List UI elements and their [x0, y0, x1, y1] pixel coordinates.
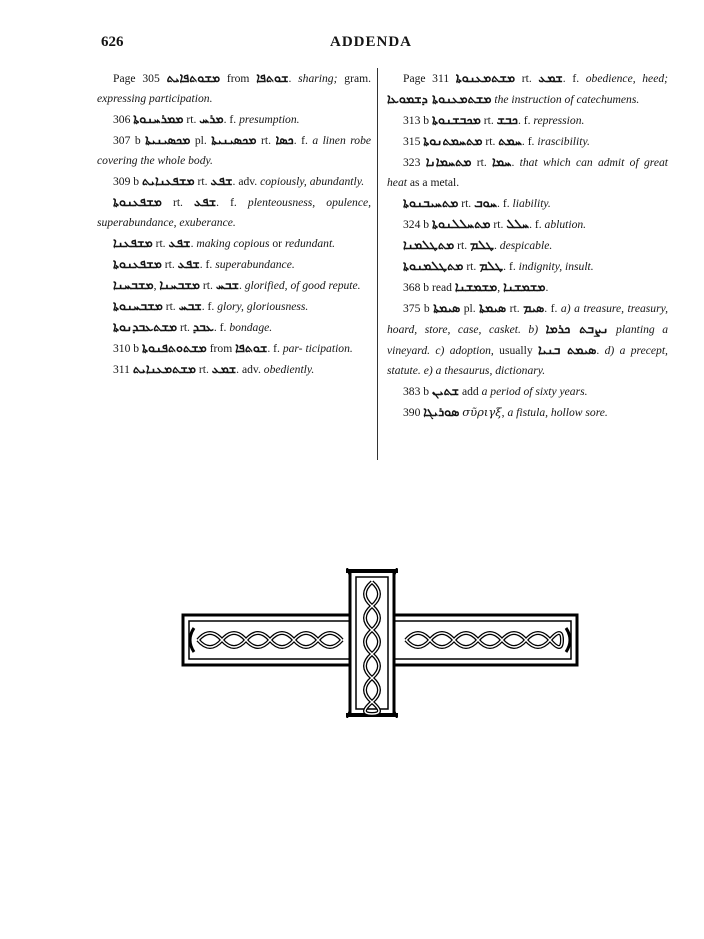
- syriac-variant: ܡܫܒܚܢܐ: [159, 277, 201, 292]
- definition: copiously,: [260, 175, 307, 188]
- entry-text: f.: [550, 302, 558, 315]
- celtic-knot-cross-icon: [180, 568, 580, 718]
- definition: repute.: [328, 279, 361, 292]
- entry-text: as a metal.: [409, 176, 460, 189]
- entry-text: rt.: [493, 218, 504, 231]
- syriac-headword: ܡܫܬܘܬܦܢܘܬܐ: [142, 340, 207, 355]
- syriac-root: ܫܡܥ: [211, 361, 237, 376]
- definition: that which can admit: [519, 156, 625, 169]
- entry: 311 ܡܫܬܡܥܢܐܝܬ rt. ܫܡܥ. adv. obediently.: [113, 361, 315, 376]
- definition: adoption,: [449, 344, 494, 357]
- definition: treasure, treasury, hoard, store, case, casket.: [387, 302, 668, 336]
- entry: ܡܫܦܥܢܘܬܐ rt. ܫܦܥ. f. superabundance.: [113, 256, 295, 271]
- entry: 309 b ܡܫܦܥܢܐܝܬ rt. ܫܦܥ. adv. copiously, abundantly.: [113, 173, 365, 188]
- syriac-phrase: ܣܝܡܬ ܒܢܝܐ: [537, 342, 597, 357]
- syriac-root: ܫܘܬܦܐ: [256, 70, 289, 85]
- entry-text: rt.: [260, 134, 271, 147]
- entry-text: rt.: [483, 114, 494, 127]
- syriac-headword: ܡܬܚܠܠܢܘܬܐ: [432, 216, 491, 231]
- entry-ref: 368 b: [403, 281, 430, 294]
- entry-text: rt.: [476, 156, 487, 169]
- syriac-headword: ܣܝܡܬܐ: [433, 300, 461, 315]
- definition: despicable.: [499, 239, 553, 252]
- left-column: [97, 68, 371, 380]
- definition: abundantly.: [309, 175, 365, 188]
- entry-text: f.: [219, 321, 227, 334]
- entry: 310 b ܡܫܬܘܬܦܢܘܬܐ from ܫܘܬܦܐ. f. par- ticipation.: [113, 340, 353, 355]
- syriac-word: ܡܫܡܫܢܐ: [454, 279, 498, 294]
- entry-text: f.: [534, 218, 542, 231]
- definition: d): [604, 344, 615, 357]
- syriac-root: ܟܒܫ: [496, 112, 518, 127]
- entry-ref: 313 b: [403, 114, 430, 127]
- definition: ablution.: [544, 218, 587, 231]
- entry-text: f.: [502, 197, 510, 210]
- syriac-headword: ܡܬܛܠܡܢܐ: [403, 237, 455, 252]
- entry-ref: Page 305: [113, 72, 160, 85]
- definition: obedience, heed;: [585, 72, 669, 85]
- entry-text: rt.: [521, 72, 532, 85]
- entry: 313 b ܡܟܒܫܢܘܬܐ rt. ܟܒܫ. f. repression.: [403, 112, 585, 127]
- column-rule: [377, 68, 378, 460]
- entry-ref: 323: [403, 156, 421, 169]
- entry-text: f.: [273, 342, 280, 355]
- syriac-headword: ܡܫܒܚܢܐ: [113, 277, 154, 292]
- syriac-root: ܫܦܥ: [168, 235, 191, 250]
- syriac-root: ܚܡܐ: [492, 154, 512, 169]
- syriac-root: ܥܒܕ: [192, 319, 214, 334]
- entry-text: rt.: [461, 197, 472, 210]
- right-column: [387, 68, 668, 423]
- syriac-headword: ܡܬܚܝܒܢܘܬܐ: [403, 195, 459, 210]
- entry: [387, 381, 668, 402]
- definition: a period of sixty years.: [481, 385, 588, 398]
- syriac-root: ܫܒܚ: [215, 277, 239, 292]
- entry-text: rt.: [202, 279, 213, 292]
- entry-ref: 315: [403, 135, 421, 148]
- entry-text: f.: [301, 134, 308, 147]
- definition: glorified, of good: [244, 279, 326, 292]
- syriac-headword: ܡܬܚܡܐܢܐ: [425, 154, 472, 169]
- entry-text: gram.: [344, 72, 372, 85]
- running-head: ADDENDA: [330, 34, 412, 50]
- syriac-headword: ܡܡܪܚܢܘܬܐ: [133, 111, 184, 126]
- definition: of great heat: [387, 156, 669, 189]
- greek-word: σῦριγξ: [462, 405, 502, 419]
- entry-text: ,: [497, 281, 501, 294]
- syriac-headword: ܡܫܘܬܦܐܝܬ: [166, 70, 221, 85]
- entry: 306 ܡܡܪܚܢܘܬܐ rt. ܡܪܚ. f. presumption.: [113, 111, 300, 126]
- definition: irascibility.: [537, 135, 590, 148]
- syriac-headword: ܡܫܬܡܥܢܐܝܬ: [132, 361, 196, 376]
- page-number: 626: [101, 34, 124, 50]
- definition: e): [423, 364, 433, 377]
- entry-ref: 310 b: [113, 342, 140, 355]
- definition: bondage.: [229, 321, 273, 334]
- entry-text: rt.: [179, 321, 190, 334]
- entry: ܡܫܦܥܢܐ rt. ܫܦܥ. making copious or redundant.: [113, 235, 336, 250]
- syriac-root: ܫܘܬܦܐ: [235, 340, 268, 355]
- syriac-root: ܫܦܥ: [210, 173, 233, 188]
- entry-text: ,: [501, 406, 505, 419]
- entry: 375 b ܣܝܡܬܐ pl. ܣܝܡܬܐ rt. ܣܝܡ. f. a) a treasure, treasury, hoard, store, case, casket. b) ܢܨܒܬ ܟܪܡܐ planting a vineyard. c) adoption, usually ܣܝܡܬ ܒܢܝܐ. d) a precept, statute. e) a thesaurus, dictionary.: [387, 300, 669, 377]
- entry-text: rt.: [485, 135, 496, 148]
- definition: redundant.: [284, 237, 336, 250]
- syriac-root: ܚܠܠ: [506, 216, 530, 231]
- definition: superabundance, exuberance.: [97, 216, 236, 229]
- entry: ܡܬܛܠܡܢܘܬܐ rt. ܛܠܡ. f. indignity, insult.: [403, 258, 594, 273]
- entry-text: from: [226, 72, 250, 85]
- syriac-phrase: ܡܫܬܡܥܢܘܬܐ ܕܫܡܘܥܐ: [387, 91, 492, 106]
- syriac-headword: ܡܬܛܠܡܢܘܬܐ: [403, 258, 464, 273]
- syriac-headword: ܡܫܦܥܢܐ: [113, 235, 153, 250]
- definition: catechumens.: [576, 93, 640, 106]
- entry-text: from: [209, 342, 233, 355]
- entry-text: f.: [205, 258, 213, 271]
- entry-text: or: [272, 237, 283, 250]
- entry-ref: 307 b: [113, 134, 141, 147]
- syriac-root: ܡܪܚ: [199, 111, 224, 126]
- entry-ref: 383 b: [403, 385, 430, 398]
- syriac-headword: ܡܫܦܥܢܐܝܬ: [142, 173, 195, 188]
- syriac-root: ܫܡܥ: [538, 70, 563, 85]
- definition: ticipation.: [305, 342, 353, 355]
- syriac-headword: ܣܘܪܝܓܐ: [423, 404, 460, 419]
- syriac-headword: ܡܫܦܥܢܘܬܐ: [113, 194, 162, 209]
- entry: Page 305 ܡܫܘܬܦܐܝܬ from ܫܘܬܦܐ. sharing; gram. expressing participation.: [97, 70, 372, 105]
- syriac-headword: ܡܫܒܚܢܘܬܐ: [113, 298, 163, 313]
- entry-text: rt.: [457, 239, 468, 252]
- entry-text: rt.: [466, 260, 477, 273]
- definition: obediently.: [263, 363, 315, 376]
- syriac-root: ܛܠܡ: [470, 237, 494, 252]
- definition: a linen robe covering the whole body.: [97, 134, 372, 167]
- syriac-headword: ܡܬܚܡܬܢܘܬܐ: [423, 133, 483, 148]
- entry-text: pl.: [194, 134, 207, 147]
- entry-ref: 324 b: [403, 218, 430, 231]
- entry: ܡܫܒܚܢܐ, ܡܫܒܚܢܐ rt. ܫܒܚ. glorified, of good repute.: [113, 277, 361, 292]
- entry-text: f.: [508, 260, 516, 273]
- entry-text: usually: [499, 344, 533, 357]
- entry-text: rt.: [198, 363, 209, 376]
- definition: superabundance.: [215, 258, 295, 271]
- entry-text: adv.: [241, 363, 261, 376]
- entry: Page 311 ܡܫܬܡܥܢܘܬܐ rt. ܫܡܥ. f. obedience, heed; ܡܫܬܡܥܢܘܬܐ ܕܫܡܘܥܐ the instruction of catechumens.: [387, 70, 669, 106]
- entry: ܡܬܚܝܒܢܘܬܐ rt. ܚܘܒ. f. liability.: [403, 195, 551, 210]
- entry-ref: Page 311: [403, 72, 450, 85]
- definition: repression.: [533, 114, 585, 127]
- syriac-root: ܛܠܡ: [479, 258, 504, 273]
- syriac-plural: ܡܟܣܝܢܝܬܐ: [211, 132, 257, 147]
- syriac-root: ܣܝܡ: [523, 300, 545, 315]
- entry-ref: 311: [113, 363, 130, 376]
- entry-text: rt.: [155, 237, 166, 250]
- syriac-headword: ܫܬܝܢ: [432, 383, 460, 398]
- definition: sharing;: [298, 72, 338, 85]
- definition: the instruction of: [494, 93, 574, 106]
- entry: ܡܬܛܠܡܢܐ rt. ܛܠܡ. despicable.: [403, 237, 553, 252]
- entry-text: read: [432, 281, 452, 294]
- entry-text: adv.: [238, 175, 258, 188]
- entry-ref: 390: [403, 406, 421, 419]
- entry: 323 ܡܬܚܡܐܢܐ rt. ܚܡܐ. that which can admit of great heat as a metal.: [387, 154, 669, 189]
- syriac-root: ܟܣܐ: [275, 132, 294, 147]
- entry-text: f.: [230, 196, 237, 209]
- definition: c): [435, 344, 445, 357]
- syriac-phrase: ܢܨܒܬ ܟܪܡܐ: [545, 321, 609, 336]
- definition: a: [574, 302, 580, 315]
- entry-ref: 309 b: [113, 175, 140, 188]
- definition: glory, gloriousness.: [217, 300, 309, 313]
- definition: par-: [282, 342, 303, 355]
- entry: 368 b read ܡܫܡܫܢܐ, ܡܫܡܫܢܐ.: [403, 279, 549, 294]
- entry-text: pl.: [463, 302, 476, 315]
- entry: ܡܫܒܚܢܘܬܐ rt. ܫܒܚ. f. glory, gloriousness.: [113, 298, 309, 313]
- entry-text: f.: [229, 113, 237, 126]
- entry-text: rt.: [186, 113, 197, 126]
- syriac-root: ܫܦܥ: [194, 194, 217, 209]
- entry-text: f.: [527, 135, 535, 148]
- entry-text: f.: [207, 300, 215, 313]
- entry-text: rt.: [172, 196, 183, 209]
- syriac-headword: ܡܫܬܥܒܕܢܘܬܐ: [113, 319, 178, 334]
- syriac-headword: ܡܫܬܡܥܢܘܬܐ: [455, 70, 516, 85]
- entry-ref: 306: [113, 113, 131, 126]
- syriac-plural: ܣܝܡܬܐ: [479, 300, 507, 315]
- entry-text: rt.: [165, 300, 176, 313]
- entry: [387, 402, 668, 423]
- definition: b): [528, 323, 539, 336]
- definition: planting a vineyard.: [387, 323, 669, 357]
- definition: making copious: [196, 237, 270, 250]
- syriac-headword: ܡܟܣܝܢܝܬܐ: [145, 132, 191, 147]
- definition: a precept, statute.: [387, 344, 668, 377]
- syriac-root: ܚܘܒ: [474, 195, 498, 210]
- syriac-headword: ܡܟܒܫܢܘܬܐ: [432, 112, 481, 127]
- definition: indignity, insult.: [518, 260, 594, 273]
- syriac-root: ܚܡܬ: [498, 133, 522, 148]
- entry-ref: 375 b: [403, 302, 430, 315]
- syriac-headword: ܡܫܦܥܢܘܬܐ: [113, 256, 162, 271]
- definition: plenteousness, opulence,: [247, 196, 372, 209]
- definition: a): [560, 302, 571, 315]
- entry-text: rt.: [164, 258, 175, 271]
- entry-text: f.: [523, 114, 531, 127]
- entry: ܡܫܦܥܢܘܬܐ rt. ܫܦܥ. f. plenteousness, opulence, superabundance, exuberance.: [97, 194, 372, 229]
- definition: a thesaurus, dictionary.: [435, 364, 546, 377]
- entry-text: rt.: [509, 302, 520, 315]
- entry-text: rt.: [197, 175, 208, 188]
- entry: ܡܫܬܥܒܕܢܘܬܐ rt. ܥܒܕ. f. bondage.: [113, 319, 273, 334]
- entry: 324 b ܡܬܚܠܠܢܘܬܐ rt. ܚܠܠ. f. ablution.: [403, 216, 587, 231]
- entry: 307 b ܡܟܣܝܢܝܬܐ pl. ܡܟܣܝܢܝܬܐ rt. ܟܣܐ. f. a linen robe covering the whole body.: [97, 132, 372, 167]
- syriac-word: ܡܫܡܫܢܐ: [503, 279, 546, 294]
- definition: expressing participation.: [97, 92, 213, 105]
- definition: a fistula, hollow sore.: [507, 406, 608, 419]
- entry-text: f.: [572, 72, 580, 85]
- definition: presumption.: [239, 113, 300, 126]
- entry-text: add: [461, 385, 479, 398]
- syriac-root: ܫܒܚ: [178, 298, 202, 313]
- definition: liability.: [512, 197, 551, 210]
- entry: 315 ܡܬܚܡܬܢܘܬܐ rt. ܚܡܬ. f. irascibility.: [403, 133, 590, 148]
- syriac-root: ܫܦܥ: [177, 256, 200, 271]
